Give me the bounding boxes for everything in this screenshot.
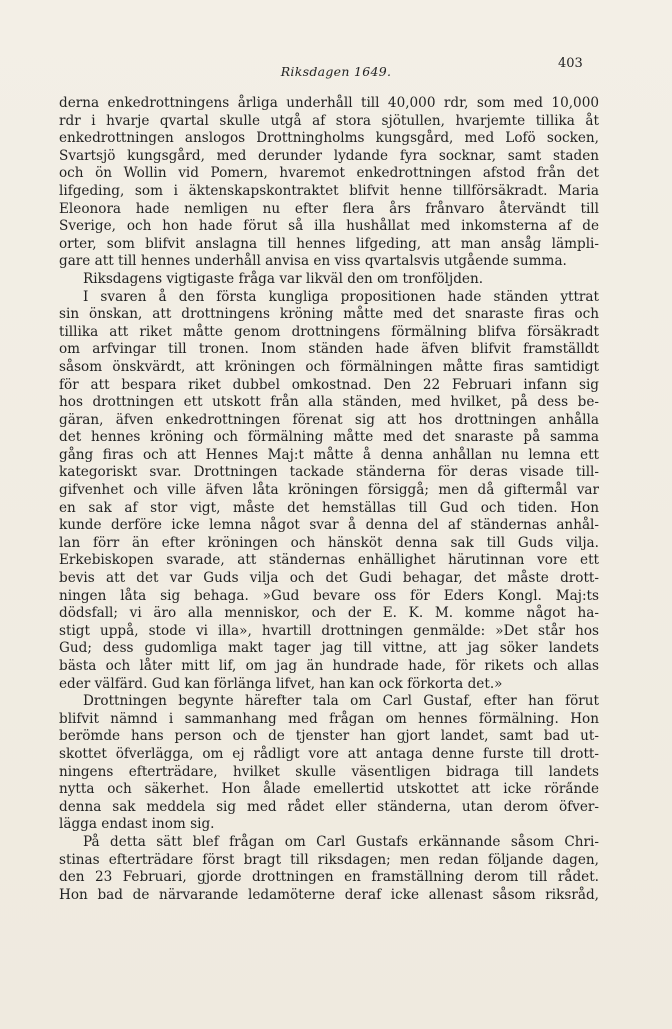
text-line: bästa och låter mitt lif, om jag än hundrade hade, för rikets och allas <box>59 658 599 674</box>
text-line: På detta sätt blef frågan om Carl Gustafs erkännande såsom Chri- <box>83 833 599 850</box>
text-line: lifgeding, som i äktenskapskontraktet blifvit henne tillförsäkradt. Maria <box>59 182 599 199</box>
text-line: dödsfall; vi äro alla menniskor, och der E. K. M. komme något ha- <box>59 605 599 622</box>
text-line: Svartsjö kungsgård, med derunder lydande fyra socknar, samt staden <box>59 147 599 164</box>
text-line: såsom önskvärdt, att kröningen och förmälningen måtte firas samtidigt <box>59 358 599 375</box>
text-line: berömde hans person och de tjenster han gjort landet, samt bad ut- <box>59 728 599 745</box>
text-line: ningen låta sig behaga. »Gud bevare oss för Eders Kongl. Maj:ts <box>59 587 599 604</box>
text-line: orter, som blifvit anslagna till hennes lifgeding, att man ansåg lämpli- <box>59 235 599 252</box>
text-line: stinas efterträdare först bragt till riksdagen; men redan följande dagen, <box>59 851 599 868</box>
text-line: hos drottningen ett utskott från alla ständen, med hvilket, på dess be- <box>59 394 599 411</box>
page-number: 403 <box>558 56 583 71</box>
text-line: gare att till hennes underhåll anvisa en viss qvartalsvis utgående summa. <box>59 253 567 270</box>
text-line: ningens efterträdare, hvilket skulle väsentligen bidraga till landets <box>59 763 599 780</box>
text-line: för att bespara riket dubbel omkostnad. Den 22 Februari infann sig <box>59 376 599 393</box>
text-line: stigt uppå, stode vi illa», hvartill drottningen genmälde: »Det står hos <box>59 622 599 639</box>
text-line: eder välfärd. Gud kan förlänga lifvet, han kan ock förkorta det.» <box>59 675 503 692</box>
text-line: Drottningen begynte härefter tala om Carl Gustaf, efter han förut <box>83 693 599 710</box>
text-line: gäran, äfven enkedrottningen förenat sig att hos drottningen anhålla <box>59 411 599 428</box>
text-line: derna enkedrottningens årliga underhåll till 40,000 rdr, som med 10,000 <box>59 95 599 111</box>
text-line: kunde derföre icke lemna något svar å denna del af ständernas anhål- <box>59 517 599 534</box>
text-line: Erkebiskopen svarade, att ständernas enhällighet härutinnan vore ett <box>59 552 599 569</box>
text-line: det hennes kröning och förmälning måtte med det snaraste på samma <box>59 429 599 446</box>
text-line: denna sak meddela sig med rådet eller ständerna, utan derom öfver- <box>59 798 599 815</box>
text-line: Hon bad de närvarande ledamöterne deraf icke allenast såsom riksråd, <box>59 886 599 903</box>
text-line: blifvit nämnd i sammanhang med frågan om hennes förmälning. Hon <box>59 710 599 727</box>
text-line: tillika att riket måtte genom drottningens förmälning blifva försäkradt <box>59 323 599 340</box>
text-line: gång firas och att Hennes Maj:t måtte å denna anhållan nu lemna ett <box>59 446 599 463</box>
text-line: Gud; dess gudomliga makt tager jag till vittne, att jag söker landets <box>59 640 599 657</box>
text-line: bevis att det var Guds vilja och det Gudi behagar, det måste drott- <box>59 570 599 587</box>
running-title: Riksdagen 1649. <box>280 64 392 79</box>
text-line: och ön Wollin vid Pomern, hvaremot enkedrottningen afstod från det <box>59 165 599 182</box>
text-line: I svaren å den första kungliga propositionen hade ständen yttrat <box>83 288 599 305</box>
text-line: den 23 Februari, gjorde drottningen en framställning derom till rådet. <box>59 869 599 886</box>
text-line: rdr i hvarje qvartal skulle utgå af stora sjötullen, hvarjemte tillika åt <box>59 112 599 129</box>
text-line: skottet öfverlägga, om ej rådligt vore att antaga denne furste till drott- <box>59 745 599 762</box>
text-line: Sverige, och hon hade förut så illa hushållat med inkomsterna af de <box>59 218 599 235</box>
text-line: Eleonora hade nemligen nu efter flera års frånvaro återvändt till <box>59 200 599 217</box>
text-line: lan förr än efter kröningen och hänsköt denna sak till Guds vilja. <box>59 534 599 551</box>
text-line: om arfvingar till tronen. Inom ständen hade äfven blifvit framställdt <box>59 341 599 358</box>
text-line: en sak af stor vigt, måste det hemställas till Gud och tiden. Hon <box>59 499 599 516</box>
text-line: Riksdagens vigtigaste fråga var likväl den om tronföljden. <box>83 270 484 287</box>
text-line: sin önskan, att drottningens kröning måtte med det snaraste firas och <box>59 306 599 323</box>
text-line: enkedrottningen anslogos Drottningholms kungsgård, med Lofö socken, <box>59 130 599 147</box>
body-text <box>59 95 599 904</box>
text-line: kategoriskt svar. Drottningen tackade ständerna för deras visade till- <box>59 464 599 481</box>
text-line: gifvenhet och ville äfven låta kröningen försiggå; men då giftermål var <box>59 482 599 499</box>
text-line: nytta och säkerhet. Hon ålade emellertid utskottet att icke röra̋nde <box>59 781 599 798</box>
text-line: lägga endast inom sig. <box>59 816 215 833</box>
